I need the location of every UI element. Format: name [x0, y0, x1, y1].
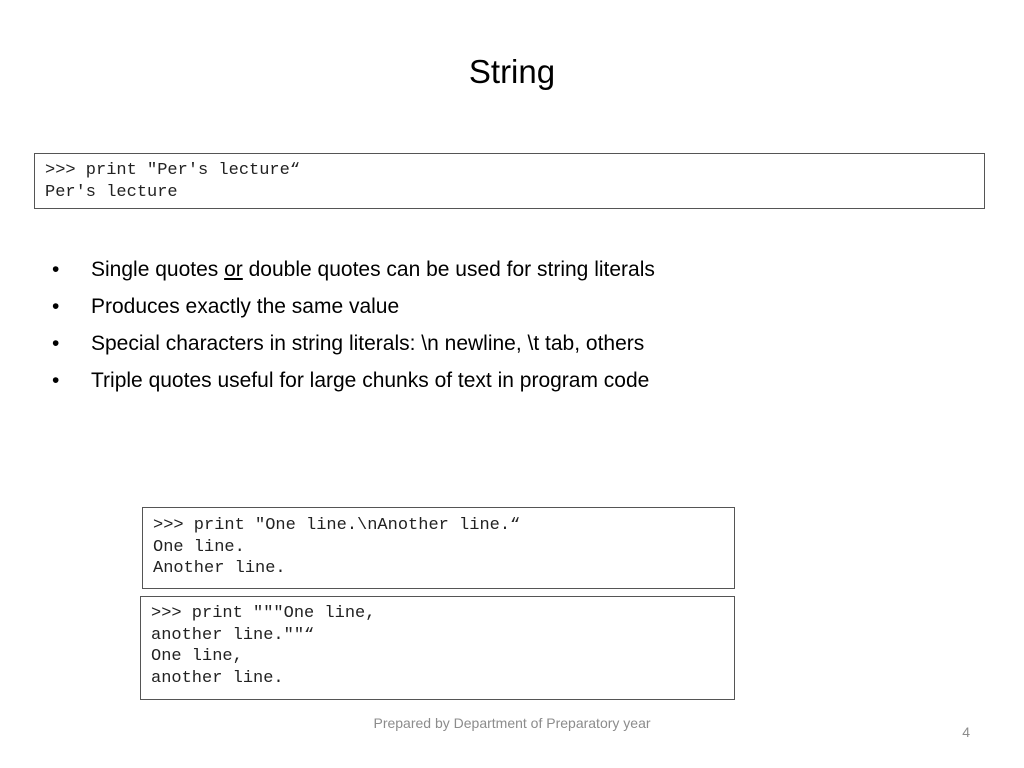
bullet-text: Produces exactly the same value — [91, 295, 400, 318]
bullet-icon: • — [52, 258, 60, 281]
bullet-text-underlined: or — [224, 258, 243, 281]
code-line: One line. — [153, 537, 245, 557]
code-line: >>> print """One line, — [151, 604, 376, 623]
bullet-text: Special characters in string literals: \n newline, \t tab, others — [91, 332, 645, 355]
code-line: Per's lecture — [45, 182, 178, 202]
code-line: One line, — [151, 647, 243, 667]
bullet-item-quotes — [50, 254, 690, 285]
code-block-newline — [142, 507, 735, 589]
code-line: >>> print "Per's lecture“ — [45, 161, 301, 180]
bullet-icon: • — [52, 295, 60, 318]
bullet-item-triple-quotes — [50, 365, 690, 396]
code-line: Another line. — [153, 559, 286, 579]
bullet-text-post: double quotes can be used for string literals — [242, 258, 655, 281]
footer-text: Prepared by Department of Preparatory year — [373, 715, 651, 731]
bullet-item-same-value — [50, 291, 690, 322]
code-line: another line.""“ — [151, 625, 315, 645]
bullet-text-pre: Single quotes — [91, 258, 225, 281]
bullet-icon: • — [52, 332, 60, 355]
bullet-item-special-characters — [50, 328, 690, 359]
bullet-text: Triple quotes useful for large chunks of text in program code — [91, 369, 650, 392]
slide-title: String — [468, 53, 556, 90]
page-number: 4 — [962, 724, 970, 740]
bullet-list — [50, 254, 690, 402]
code-block-print-quote — [34, 153, 985, 209]
code-line: another line. — [151, 668, 284, 688]
bullet-icon: • — [52, 369, 60, 392]
code-line: >>> print "One line.\nAnother line.“ — [153, 516, 521, 535]
code-block-triple-quotes — [140, 596, 735, 700]
